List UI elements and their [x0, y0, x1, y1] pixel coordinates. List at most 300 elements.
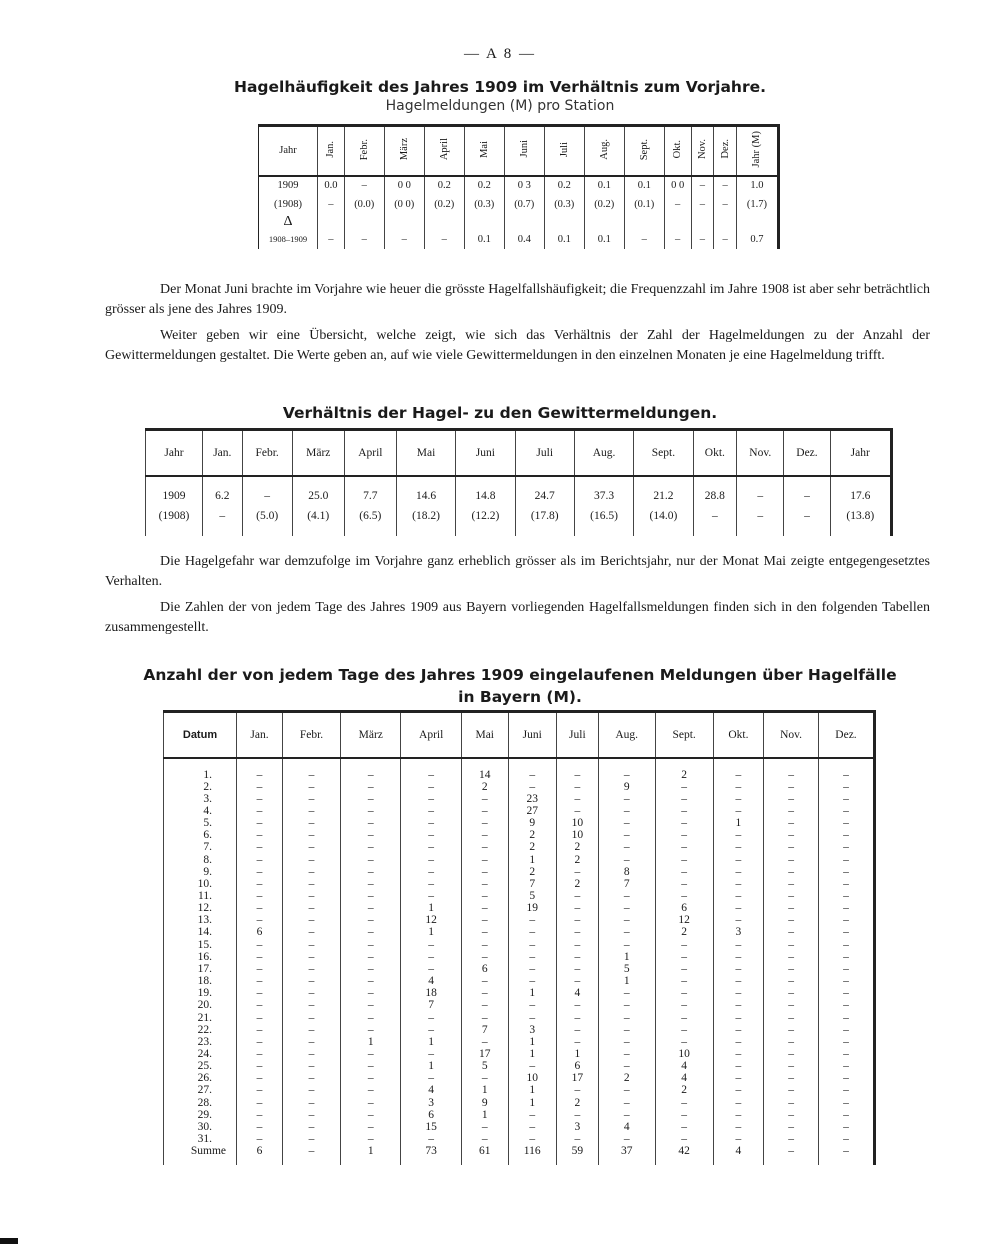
t3-cell: –: [237, 1084, 283, 1096]
t3-cell: –: [556, 926, 598, 938]
t3-header-cell: Jan.: [237, 712, 283, 758]
t3-cell: 23.: [164, 1036, 237, 1048]
t2-header-cell: Dez.: [784, 430, 830, 476]
t3-cell: –: [237, 841, 283, 853]
t3-cell: 8.: [164, 853, 237, 865]
t3-cell: 3: [401, 1096, 461, 1108]
t3-cell: –: [401, 1048, 461, 1060]
t3-cell: –: [764, 975, 819, 987]
t3-cell: 9.: [164, 866, 237, 878]
t2-cell: –: [693, 506, 737, 526]
t3-cell: –: [282, 829, 340, 841]
t3-cell: –: [341, 1012, 401, 1024]
t3-cell: –: [764, 1121, 819, 1133]
t3-spacer-cell: [556, 1157, 598, 1165]
t3-cell: 10: [556, 817, 598, 829]
t1-cell: (0.7): [504, 195, 544, 214]
t3-cell: 1: [508, 1096, 556, 1108]
t3-cell: –: [401, 1133, 461, 1145]
t1-cell: –: [691, 230, 714, 249]
t1-cell: [464, 214, 504, 230]
t3-cell: 1: [461, 1109, 508, 1121]
t3-cell: –: [764, 1024, 819, 1036]
t1-cell: 0 3: [504, 176, 544, 195]
t3-cell: –: [341, 951, 401, 963]
t3-cell: 1: [401, 1036, 461, 1048]
t3-cell: –: [713, 793, 763, 805]
t3-cell: –: [341, 1109, 401, 1121]
t3-cell: –: [713, 890, 763, 902]
t3-cell: –: [282, 975, 340, 987]
t3-cell: –: [655, 975, 713, 987]
t2-cell: (13.8): [830, 506, 891, 526]
t3-cell: –: [764, 805, 819, 817]
t3-cell: –: [655, 1036, 713, 1048]
t3-cell: –: [401, 829, 461, 841]
t3-cell: –: [713, 1133, 763, 1145]
t3-cell: –: [461, 817, 508, 829]
t3-cell: 42: [655, 1145, 713, 1157]
t2-cell: (5.0): [242, 506, 292, 526]
t3-cell: 14: [461, 758, 508, 781]
t3-cell: –: [237, 914, 283, 926]
table-row: [164, 817, 875, 829]
t1-cell: (0.2): [424, 195, 464, 214]
t3-cell: –: [341, 841, 401, 853]
t1-cell: (0.1): [624, 195, 664, 214]
t3-cell: –: [282, 1012, 340, 1024]
t2-spacer-cell: [292, 476, 344, 486]
t3-cell: –: [598, 1036, 655, 1048]
t3-cell: –: [282, 926, 340, 938]
t3-cell: –: [461, 939, 508, 951]
t3-cell: –: [237, 939, 283, 951]
t3-cell: –: [341, 1133, 401, 1145]
t3-cell: –: [556, 1012, 598, 1024]
t3-cell: –: [655, 890, 713, 902]
t3-cell: –: [237, 1133, 283, 1145]
t3-cell: –: [282, 951, 340, 963]
t3-cell: –: [237, 866, 283, 878]
t3-cell: 8: [598, 866, 655, 878]
t3-cell: –: [282, 1121, 340, 1133]
t1-cell: –: [714, 176, 737, 195]
t3-cell: –: [818, 1060, 874, 1072]
t3-cell: –: [713, 987, 763, 999]
t3-cell: 16.: [164, 951, 237, 963]
t3-header-cell: Febr.: [282, 712, 340, 758]
t3-cell: –: [508, 926, 556, 938]
t3-cell: –: [764, 758, 819, 781]
t3-cell: –: [818, 805, 874, 817]
t3-cell: –: [713, 999, 763, 1011]
table-row: [164, 987, 875, 999]
t3-cell: –: [818, 926, 874, 938]
t1-header-label: Jahr (M): [751, 131, 763, 168]
t3-cell: –: [282, 878, 340, 890]
t3-cell: 6: [237, 1145, 283, 1157]
t3-cell: –: [764, 1133, 819, 1145]
t3-cell: –: [598, 902, 655, 914]
t2-cell: (12.2): [456, 506, 515, 526]
t3-cell: –: [508, 1012, 556, 1024]
t3-cell: 1: [508, 853, 556, 865]
t3-cell: –: [341, 902, 401, 914]
table-row: [164, 781, 875, 793]
t3-cell: –: [282, 781, 340, 793]
t1-cell: 1909: [259, 176, 318, 195]
t3-cell: –: [401, 963, 461, 975]
t3-header-cell: April: [401, 712, 461, 758]
t2-header-cell: Jan.: [203, 430, 243, 476]
table-spacer-row: [146, 526, 892, 536]
t3-cell: –: [341, 866, 401, 878]
t3-cell: –: [461, 951, 508, 963]
t3-cell: –: [556, 914, 598, 926]
t3-cell: –: [341, 1048, 401, 1060]
t3-cell: –: [818, 951, 874, 963]
table-row: [164, 1145, 875, 1157]
t1-header-cell: [544, 126, 584, 176]
t3-cell: 37: [598, 1145, 655, 1157]
t2-header-cell: Jahr: [830, 430, 891, 476]
t3-cell: –: [508, 758, 556, 781]
t3-cell: 1: [598, 951, 655, 963]
t1-cell: 0.2: [424, 176, 464, 195]
t3-cell: –: [655, 817, 713, 829]
t3-cell: –: [818, 1024, 874, 1036]
table-row: [164, 963, 875, 975]
t1-cell: 0.7: [736, 230, 778, 249]
t1-header-cell: [424, 126, 464, 176]
t3-cell: 21.: [164, 1012, 237, 1024]
t3-cell: –: [282, 1048, 340, 1060]
t3-cell: –: [401, 951, 461, 963]
t3-cell: –: [401, 817, 461, 829]
t3-cell: –: [598, 939, 655, 951]
t3-cell: 2: [556, 841, 598, 853]
t2-cell: (1908): [146, 506, 203, 526]
t3-cell: –: [237, 963, 283, 975]
t3-cell: –: [341, 817, 401, 829]
t2-spacer-cell: [396, 476, 455, 486]
table-row: [146, 486, 892, 506]
t3-cell: –: [282, 1072, 340, 1084]
t2-cell: 37.3: [574, 486, 633, 506]
t3-cell: 4.: [164, 805, 237, 817]
t3-cell: 2: [655, 758, 713, 781]
t3-cell: –: [655, 829, 713, 841]
t3-cell: 11.: [164, 890, 237, 902]
table-row: [164, 939, 875, 951]
table-row: [164, 926, 875, 938]
t3-cell: –: [713, 1072, 763, 1084]
t3-cell: –: [713, 1096, 763, 1108]
t3-cell: –: [764, 1096, 819, 1108]
t3-cell: –: [341, 1060, 401, 1072]
t1-cell: –: [714, 230, 737, 249]
scan-margin-mark: [0, 1238, 18, 1244]
t3-cell: –: [556, 1133, 598, 1145]
t3-cell: –: [598, 1109, 655, 1121]
t3-cell: 1: [401, 1060, 461, 1072]
t3-cell: –: [713, 1121, 763, 1133]
t3-cell: –: [282, 1109, 340, 1121]
t3-spacer-cell: [598, 1157, 655, 1165]
t2-header-cell: Nov.: [737, 430, 784, 476]
table-row: [164, 999, 875, 1011]
table-row: [146, 506, 892, 526]
t3-cell: –: [341, 890, 401, 902]
t3-cell: –: [401, 1024, 461, 1036]
t2-spacer-cell: [830, 476, 891, 486]
t3-cell: –: [282, 853, 340, 865]
table-row: [164, 902, 875, 914]
t2-spacer-cell: [242, 476, 292, 486]
t1-cell: –: [624, 230, 664, 249]
t1-cell: [318, 214, 345, 230]
t1-cell: [344, 214, 384, 230]
t2-cell: (6.5): [344, 506, 396, 526]
t3-cell: –: [341, 999, 401, 1011]
t3-cell: –: [237, 1024, 283, 1036]
t3-cell: 4: [655, 1060, 713, 1072]
t3-cell: –: [655, 1121, 713, 1133]
t3-cell: –: [282, 1024, 340, 1036]
t3-cell: 4: [598, 1121, 655, 1133]
t3-cell: –: [237, 1060, 283, 1072]
t3-cell: –: [508, 1133, 556, 1145]
table-row: [164, 890, 875, 902]
t3-cell: –: [818, 866, 874, 878]
t3-spacer-cell: [461, 1157, 508, 1165]
t3-cell: 30.: [164, 1121, 237, 1133]
t3-cell: –: [713, 1084, 763, 1096]
t3-cell: –: [282, 963, 340, 975]
t3-cell: –: [764, 926, 819, 938]
t3-cell: 17.: [164, 963, 237, 975]
t3-cell: 17: [461, 1048, 508, 1060]
t3-cell: –: [764, 866, 819, 878]
t3-cell: –: [713, 866, 763, 878]
t3-cell: –: [764, 1084, 819, 1096]
t3-cell: –: [461, 902, 508, 914]
t3-cell: –: [237, 817, 283, 829]
t3-cell: –: [556, 975, 598, 987]
t3-cell: –: [401, 793, 461, 805]
t2-spacer-cell: [693, 476, 737, 486]
t3-cell: –: [598, 1048, 655, 1060]
t3-cell: –: [556, 1024, 598, 1036]
t3-cell: 12: [401, 914, 461, 926]
t2-spacer-cell: [515, 526, 574, 536]
t3-cell: –: [401, 1012, 461, 1024]
t1-cell: 0 0: [664, 176, 691, 195]
t3-cell: –: [237, 999, 283, 1011]
t3-cell: –: [818, 1012, 874, 1024]
t2-cell: –: [737, 506, 784, 526]
t3-cell: –: [341, 926, 401, 938]
t3-cell: 1: [401, 902, 461, 914]
t3-cell: –: [818, 853, 874, 865]
t3-cell: –: [818, 781, 874, 793]
t3-header-cell: Nov.: [764, 712, 819, 758]
t3-cell: 9: [508, 817, 556, 829]
table1-subtitle: Hagelmeldungen (M) pro Station: [385, 98, 615, 114]
t3-cell: –: [508, 999, 556, 1011]
t3-cell: 7.: [164, 841, 237, 853]
paragraph-3: Die Hagelgefahr war demzufolge im Vorjahre ganz erheblich grösser als im Berichtsjahr, nur der Monat Mai zeigte entgegengesetztes Verhalten.: [105, 554, 930, 589]
t1-cell: –: [344, 176, 384, 195]
t3-cell: 59: [556, 1145, 598, 1157]
t3-cell: 1: [508, 1048, 556, 1060]
t3-cell: –: [508, 1121, 556, 1133]
t3-cell: 2: [461, 781, 508, 793]
t1-header-label: Mai: [478, 140, 490, 158]
t3-cell: –: [764, 1012, 819, 1024]
t3-cell: –: [764, 853, 819, 865]
t3-cell: –: [461, 890, 508, 902]
t3-cell: –: [713, 758, 763, 781]
t3-cell: –: [341, 793, 401, 805]
t1-cell: (0 0): [384, 195, 424, 214]
t3-cell: 6: [401, 1109, 461, 1121]
t3-cell: –: [282, 841, 340, 853]
t3-cell: –: [461, 1133, 508, 1145]
t1-header-cell: [504, 126, 544, 176]
t3-cell: –: [764, 939, 819, 951]
t1-header-label: Febr.: [358, 138, 370, 160]
t3-cell: –: [237, 1048, 283, 1060]
t1-header-cell: [736, 126, 778, 176]
t3-cell: –: [818, 1096, 874, 1108]
daily-hail-reports-table: [163, 710, 876, 1165]
t3-cell: –: [237, 1036, 283, 1048]
t3-cell: 4: [401, 1084, 461, 1096]
t3-cell: –: [598, 1024, 655, 1036]
t2-cell: 1909: [146, 486, 203, 506]
t1-cell: 0.1: [544, 230, 584, 249]
t1-header-cell: [464, 126, 504, 176]
t1-header-cell: [344, 126, 384, 176]
t3-cell: –: [764, 793, 819, 805]
t2-cell: (18.2): [396, 506, 455, 526]
t3-cell: –: [401, 758, 461, 781]
t3-cell: 24.: [164, 1048, 237, 1060]
t2-cell: 24.7: [515, 486, 574, 506]
t2-cell: 14.6: [396, 486, 455, 506]
t2-header-cell: Okt.: [693, 430, 737, 476]
table-row: [164, 1012, 875, 1024]
t3-cell: –: [818, 963, 874, 975]
t2-spacer-cell: [203, 526, 243, 536]
t3-cell: –: [598, 758, 655, 781]
t3-spacer-cell: [818, 1157, 874, 1165]
t3-cell: –: [341, 975, 401, 987]
t3-cell: –: [341, 878, 401, 890]
t3-cell: 15: [401, 1121, 461, 1133]
t3-cell: 116: [508, 1145, 556, 1157]
t3-cell: –: [598, 1060, 655, 1072]
t3-cell: 6: [237, 926, 283, 938]
table-row: [164, 793, 875, 805]
t3-cell: –: [598, 926, 655, 938]
t3-cell: –: [713, 1036, 763, 1048]
t2-spacer-cell: [146, 526, 203, 536]
t1-header-cell: [318, 126, 345, 176]
t3-cell: –: [556, 1109, 598, 1121]
table3-title-line2: in Bayern (M).: [458, 688, 582, 706]
t2-spacer-cell: [515, 476, 574, 486]
t3-cell: –: [764, 951, 819, 963]
t3-cell: –: [764, 999, 819, 1011]
t3-cell: –: [598, 817, 655, 829]
t3-cell: –: [341, 963, 401, 975]
t3-cell: –: [598, 890, 655, 902]
t3-cell: –: [461, 1012, 508, 1024]
t2-spacer-cell: [634, 526, 693, 536]
t2-cell: –: [203, 506, 243, 526]
t1-cell: –: [384, 230, 424, 249]
hail-thunder-ratio-table: [145, 428, 893, 536]
t3-cell: –: [818, 939, 874, 951]
t3-cell: 4: [556, 987, 598, 999]
t2-spacer-cell: [242, 526, 292, 536]
t1-cell: 0.1: [464, 230, 504, 249]
t3-cell: 4: [401, 975, 461, 987]
t3-cell: –: [282, 890, 340, 902]
t2-spacer-cell: [292, 526, 344, 536]
table-row: [259, 214, 779, 230]
t3-cell: 3: [508, 1024, 556, 1036]
t3-cell: –: [713, 951, 763, 963]
table-row: [164, 805, 875, 817]
t1-cell: (1908): [259, 195, 318, 214]
t3-cell: –: [282, 793, 340, 805]
t3-cell: 18.: [164, 975, 237, 987]
t2-header-cell: Juni: [456, 430, 515, 476]
t3-cell: –: [764, 781, 819, 793]
t3-cell: –: [764, 987, 819, 999]
t3-cell: –: [655, 853, 713, 865]
t3-spacer-cell: [164, 1157, 237, 1165]
t3-cell: –: [556, 793, 598, 805]
t3-cell: –: [818, 987, 874, 999]
t3-cell: 61: [461, 1145, 508, 1157]
t2-spacer-cell: [456, 476, 515, 486]
t3-cell: –: [818, 758, 874, 781]
t2-cell: 7.7: [344, 486, 396, 506]
t3-cell: –: [282, 817, 340, 829]
t3-cell: 7: [508, 878, 556, 890]
t3-cell: –: [237, 829, 283, 841]
t2-spacer-cell: [784, 526, 830, 536]
t3-cell: –: [818, 890, 874, 902]
t3-cell: 31.: [164, 1133, 237, 1145]
t1-cell: [691, 214, 714, 230]
t3-cell: 12: [655, 914, 713, 926]
paragraph-4: Die Zahlen der von jedem Tage des Jahres 1909 aus Bayern vorliegenden Hagelfallsmeldungen finden sich in den folgenden Tabellen zusammengestellt.: [105, 600, 930, 635]
t3-cell: –: [237, 951, 283, 963]
t3-cell: 25.: [164, 1060, 237, 1072]
t3-cell: –: [655, 878, 713, 890]
t3-cell: –: [237, 1072, 283, 1084]
t3-cell: –: [713, 805, 763, 817]
t3-cell: –: [461, 853, 508, 865]
table-row: [164, 1109, 875, 1121]
t1-cell: [664, 214, 691, 230]
t3-cell: –: [713, 902, 763, 914]
